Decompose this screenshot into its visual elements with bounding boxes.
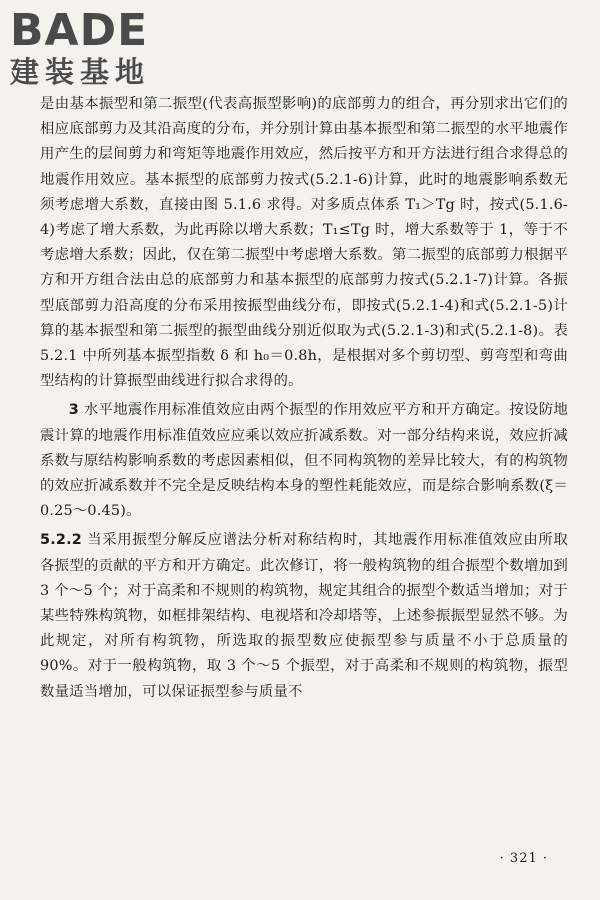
logo-subtitle: 建装基地: [10, 55, 151, 89]
paragraph-clause-5-2-2: [40, 528, 568, 704]
paragraph-item-3: [40, 398, 568, 524]
bade-logo: [10, 5, 180, 94]
logo-wordmark: BADE: [10, 5, 149, 56]
page-number: · 321 ·: [499, 851, 548, 866]
paragraph-text: 水平地震作用标准值效应由两个振型的作用效应平方和开方确定。按设防地震计算的地震作用标准值效应应乘以效应折减系数。对一部分结构来说，效应折减系数与原结构影响系数的考虑因素相似，但不同构筑物的差异比较大，有的构筑物的效应折减系数并不完全是反映结构本身的塑性耗能效应，而是综合影响系数(ξ＝0.25～0.45)。: [40, 402, 568, 520]
paragraph-text: 是由基本振型和第二振型(代表高振型影响)的底部剪力的组合，再分别求出它们的相应底部剪力及其沿高度的分布，并分别计算由基本振型和第二振型的水平地震作用产生的层间剪力和弯矩等地震作用效应，然后按平方和开方法进行组合求得总的地震作用效应。基本振型的底部剪力按式(5.2.1-6)计算，此时的地震影响系数无须考虑增大系数，直接由图 5.1.6 求得。对多质点体系 T₁＞Tg 时，按式(5.1.6-4)考虑了增大系数，为此再除以增大系数；T₁≤Tg 时，增大系数等于 1，等于不考虑增大系数；因此，仅在第二振型中考虑增大系数。第二振型的底部剪力根据平方和开方组合法由总的底部剪力和基本振型的底部剪力按式(5.2.1-7)计算。各振型底部剪力沿高度的分布采用按振型曲线分布，即按式(5.2.1-4)和式(5.2.1-5)计算的基本振型和第二振型的振型曲线分别近似取为式(5.2.1-3)和式(5.2.1-8)。表 5.2.1 中所列基本振型指数 δ 和 h₀＝0.8h，是根据对多个剪切型、剪弯型和弯曲型结构的计算振型曲线进行拟合求得的。: [40, 96, 568, 390]
item-number: 3: [68, 402, 80, 419]
paragraph-text: 当采用振型分解反应谱法分析对称结构时，其地震作用标准值效应由所取各振型的贡献的平方和开方确定。此次修订，将一般构筑物的组合振型个数增加到 3 个～5 个；对于高柔和不规则的构筑物，规定其组合的振型个数适当增加；对于某些特殊构筑物，如框排架结构、电视塔和冷却塔等，上述参振振型显然不够。为此规定，对所有构筑物，所选取的振型数应使振型参与质量不小于总质量的 90%。对于一般构筑物，取 3 个～5 个振型，对于高柔和不规则的构筑物，振型数量适当增加，可以保证振型参与质量不: [40, 532, 569, 700]
page-body: [40, 92, 568, 705]
paragraph-continuation: [40, 92, 568, 394]
clause-number: 5.2.2: [40, 532, 82, 549]
